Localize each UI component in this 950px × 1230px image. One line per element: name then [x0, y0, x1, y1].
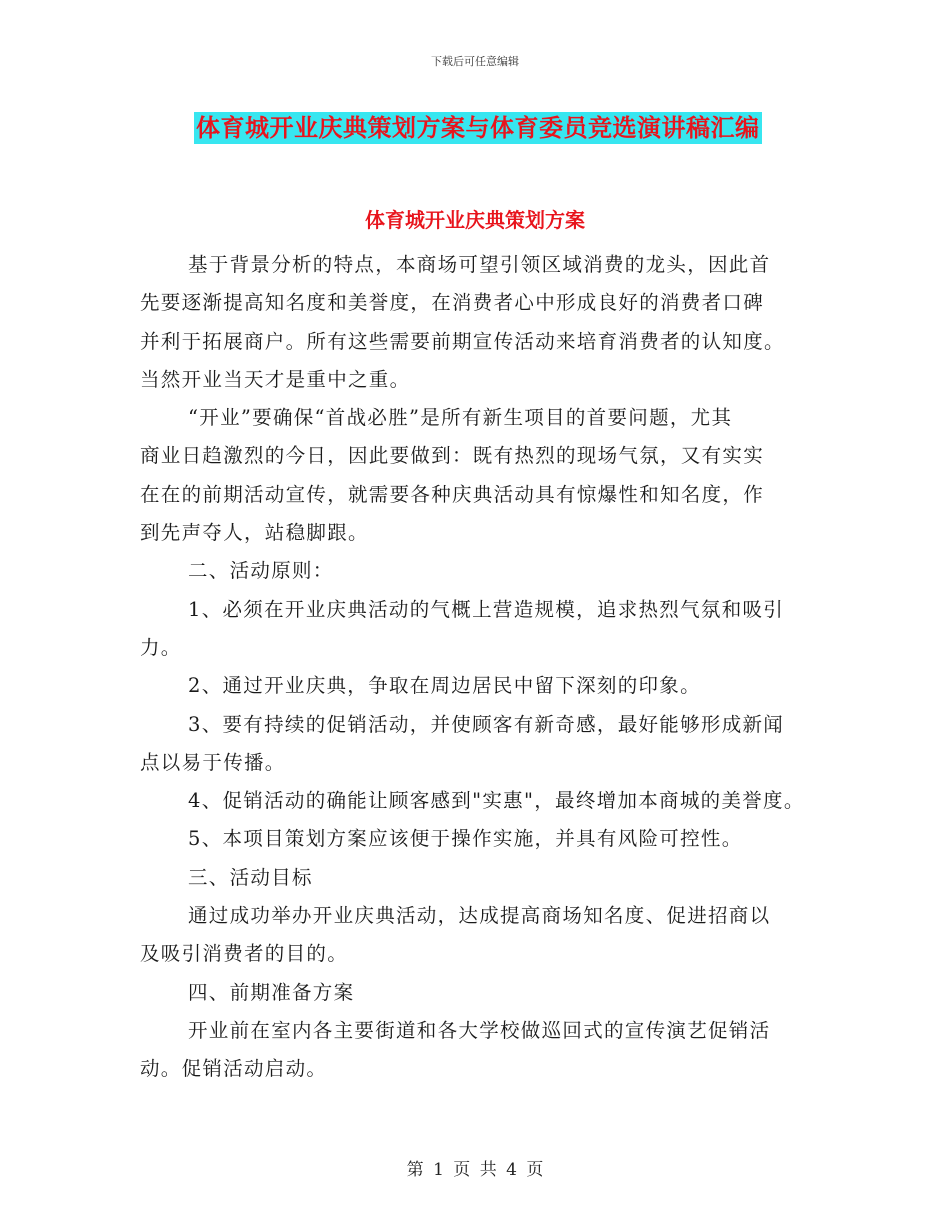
list-item: 3、要有持续的促销活动，并使顾客有新奇感，最好能够形成新闻: [188, 712, 785, 736]
paragraph-line: 在在的前期活动宣传，就需要各种庆典活动具有惊爆性和知名度，作: [140, 482, 765, 506]
list-item: 1、必须在开业庆典活动的气概上营造规模，追求热烈气氛和吸引: [188, 597, 785, 621]
list-item: 5、本项目策划方案应该便于操作实施，并具有风险可控性。: [188, 827, 743, 851]
paragraph-line: 先要逐渐提高知名度和美誉度，在消费者心中形成良好的消费者口碑: [140, 291, 765, 315]
paragraph-line: 通过成功举办开业庆典活动，达成提高商场知名度、促进招商以: [188, 904, 771, 928]
paragraph-line: 开业前在室内各主要街道和各大学校做巡回式的宣传演艺促销活: [188, 1018, 771, 1042]
list-item-continuation: 点以易于传播。: [140, 750, 286, 774]
paragraph-line: “开业”要确保“首战必胜”是所有新生项目的首要问题，尤其: [188, 406, 733, 430]
section-heading: 三、活动目标: [188, 865, 313, 889]
paragraph-line: 动。促销活动启动。: [140, 1057, 328, 1081]
paragraph-line: 当然开业当天才是重中之重。: [140, 367, 411, 391]
paragraph-line: 基于背景分析的特点，本商场可望引领区域消费的龙头，因此首: [188, 253, 771, 276]
section-heading: 四、前期准备方案: [188, 980, 355, 1004]
paragraph-line: 及吸引消费者的目的。: [140, 942, 349, 966]
header-note: 下载后可任意编辑: [431, 55, 519, 68]
section-title: 体育城开业庆典策划方案: [365, 208, 585, 232]
paragraph-line: 并利于拓展商户。所有这些需要前期宣传活动来培育消费者的认知度。: [140, 329, 785, 353]
list-item-continuation: 力。: [140, 635, 182, 659]
section-heading: 二、活动原则：: [188, 559, 334, 583]
paragraph-line: 到先声夺人，站稳脚跟。: [140, 521, 369, 545]
paragraph-line: 商业日趋激烈的今日，因此要做到：既有热烈的现场气氛，又有实实: [140, 444, 765, 468]
list-item: 4、促销活动的确能让顾客感到"实惠"，最终增加本商城的美誉度。: [188, 789, 805, 813]
body-text: [140, 246, 820, 1089]
page-number-footer: 第 1 页 共 4 页: [406, 1160, 544, 1180]
document-title: 体育城开业庆典策划方案与体育委员竞选演讲稿汇编: [196, 114, 760, 142]
list-item: 2、通过开业庆典，争取在周边居民中留下深刻的印象。: [188, 674, 701, 698]
